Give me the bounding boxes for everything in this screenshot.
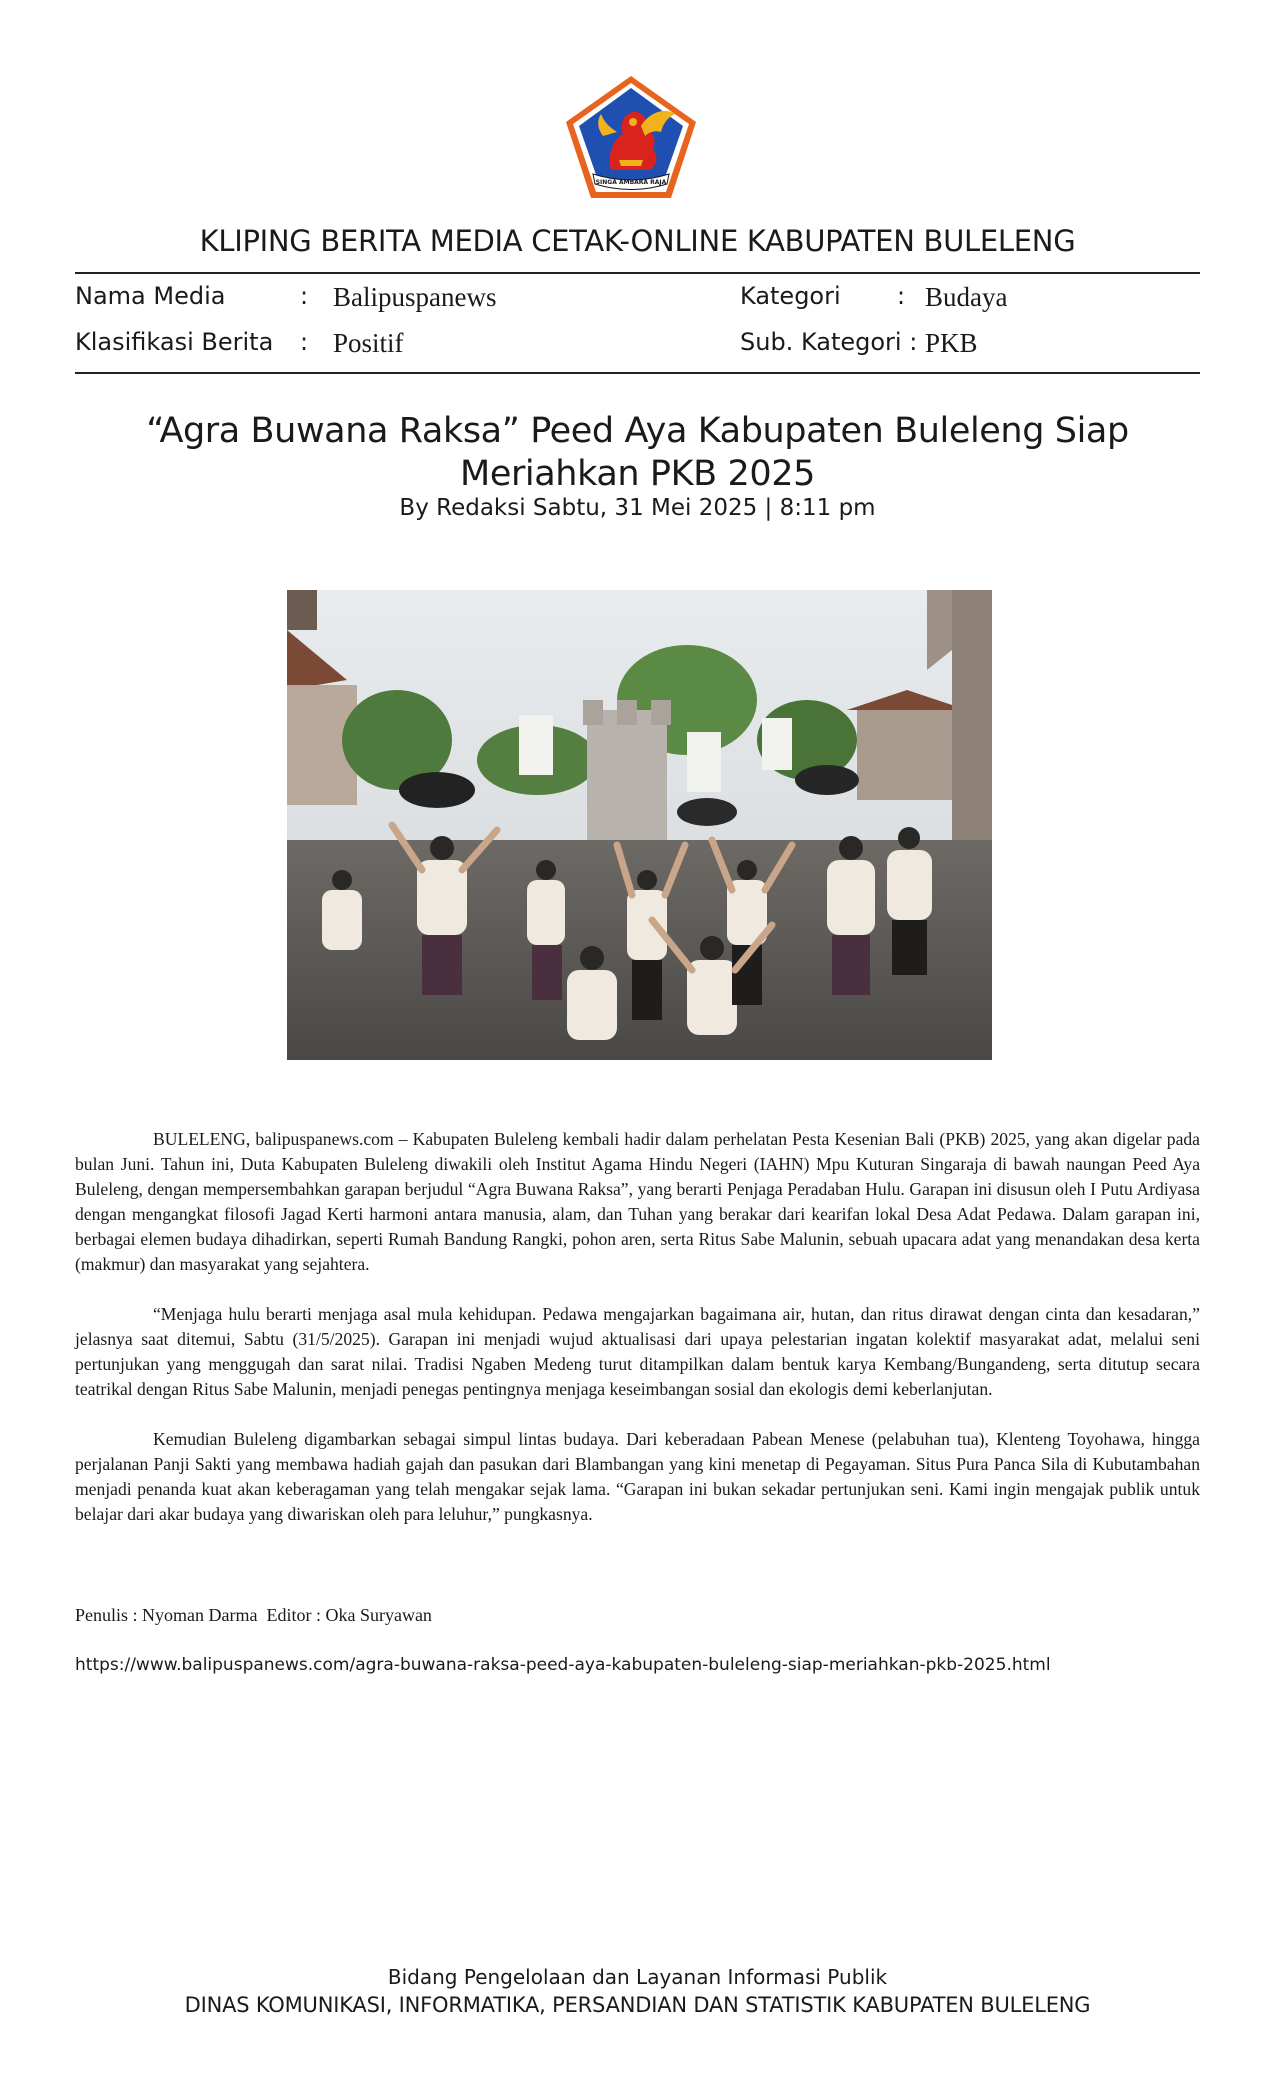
article-headline	[140, 410, 1135, 496]
sub-kategori-label: Sub. Kategori :	[740, 328, 918, 356]
sub-kategori-value: PKB	[925, 328, 978, 358]
footer-agency: DINAS KOMUNIKASI, INFORMATIKA, PERSANDIAN DAN STATISTIK KABUPATEN BULELENG	[184, 1993, 1091, 2017]
nama-media-label: Nama Media	[75, 282, 226, 310]
article-paragraph-1: BULELENG, balipuspanews.com – Kabupaten Buleleng kembali hadir dalam perhelatan Pesta Kesenian Bali (PKB) 2025, yang akan digelar pada bulan Juni. Tahun ini, Duta Kabupaten Buleleng diwakili oleh Institut Agama Hindu Negeri (IAHN) Mpu Kuturan Singaraja di bawah naungan Peed Aya Buleleng, dengan mempersembahkan garapan berjudul “Agra Buwana Raksa”, yang berarti Penjaga Peradaban Hulu. Garapan ini disusun oleh I Putu Ardiyasa dengan mengangkat filosofi Jagad Kerti harmoni antara manusia, alam, dan Tuhan yang berakar dari kearifan lokal Desa Adat Pedawa. Dalam garapan ini, berbagai elemen budaya dihadirkan, seperti Rumah Bandung Rangki, pohon aren, serta Ritus Sabe Malunin, sebuah upacara adat yang menandakan desa kerta (makmur) dan masyarakat yang sejahtera.	[75, 1129, 1200, 1274]
article-byline: By Redaksi Sabtu, 31 Mei 2025 | 8:11 pm	[399, 495, 876, 521]
headline-line-1: “Agra Buwana Raksa” Peed Aya Kabupaten Buleleng Siap	[146, 411, 1129, 451]
header-divider-top	[75, 272, 1200, 274]
article-photo	[287, 590, 992, 1060]
nama-media-colon: :	[300, 282, 309, 310]
klasifikasi-colon: :	[300, 328, 309, 356]
kategori-value: Budaya	[925, 282, 1008, 312]
nama-media-value: Balipuspanews	[333, 282, 497, 312]
header-divider-bottom	[75, 372, 1200, 374]
klasifikasi-label: Klasifikasi Berita	[75, 328, 274, 356]
footer-department: Bidang Pengelolaan dan Layanan Informasi Publik	[387, 1965, 888, 1989]
article-credits: Penulis : Nyoman Darma Editor : Oka Suryawan	[75, 1605, 432, 1625]
kategori-colon: :	[897, 282, 906, 310]
article-body	[75, 1127, 1200, 1552]
article-source-url: https://www.balipuspanews.com/agra-buwana-raksa-peed-aya-kabupaten-buleleng-siap-meriahkan-pkb-2025.html	[75, 1655, 1051, 1675]
headline-line-2: Meriahkan PKB 2025	[460, 454, 815, 494]
kategori-label: Kategori	[740, 282, 841, 310]
article-paragraph-2: “Menjaga hulu berarti menjaga asal mula kehidupan. Pedawa mengajarkan bagaimana air, hutan, dan ritus dirawat dengan cinta dan kesadaran,” jelasnya saat ditemui, Sabtu (31/5/2025). Garapan ini menjadi wujud aktualisasi dari upaya pelestarian ingatan kolektif masyarakat adat, melalui seni pertunjukan yang menggugah dan sarat nilai. Tradisi Ngaben Medeng turut ditampilkan dalam bentuk karya Kembang/Bungandeng, serta ditutup secara teatrikal dengan Ritus Sabe Malunin, menjadi penegas pentingnya menjaga keseimbangan sosial dan ekologis demi keberlanjutan.	[75, 1304, 1200, 1399]
article-paragraph-3: Kemudian Buleleng digambarkan sebagai simpul lintas budaya. Dari keberadaan Pabean Menese (pelabuhan tua), Klenteng Toyohawa, hingga perjalanan Panji Sakti yang membawa hadiah gajah dan pasukan dari Blambangan yang kini menetap di Pegayaman. Situs Pura Panca Sila di Kubutambahan menjadi penanda kuat akan keberagaman yang telah mengakar sejak lama. “Garapan ini bukan sekadar pertunjukan seni. Kami ingin mengajak publik untuk belajar dari akar budaya yang diwariskan oleh para leluhur,” pungkasnya.	[75, 1429, 1200, 1524]
singa-ambara-raja-emblem-icon	[563, 74, 699, 202]
logo-motto: SINGA AMBARA RAJA	[595, 179, 667, 186]
klasifikasi-value: Positif	[333, 328, 404, 358]
page-title: KLIPING BERITA MEDIA CETAK-ONLINE KABUPATEN BULELENG	[199, 224, 1076, 258]
